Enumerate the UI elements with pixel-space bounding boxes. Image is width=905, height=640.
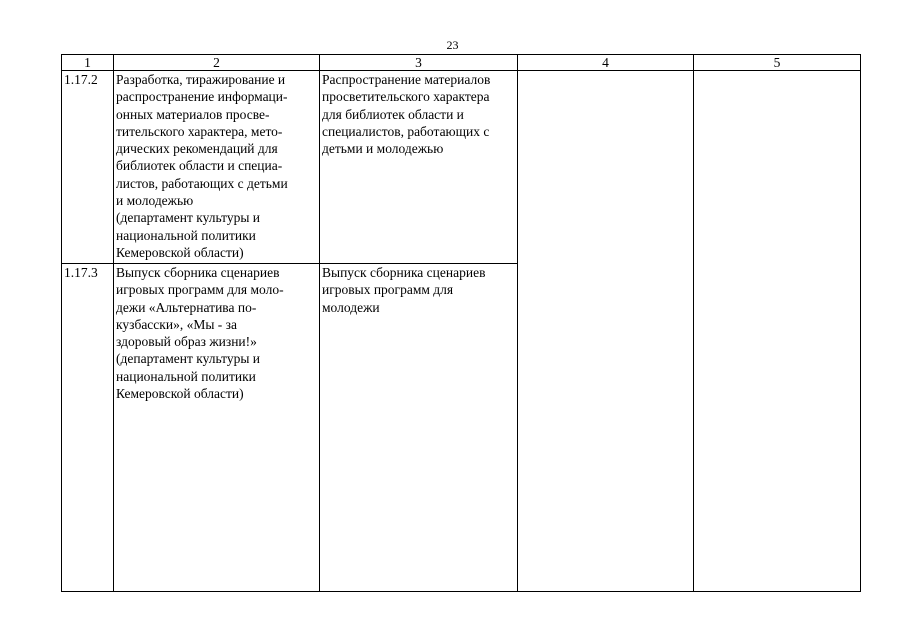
activity-line: Кемеровской области) xyxy=(116,386,244,402)
result-line: игровых программ для xyxy=(322,282,454,298)
activity-line: онных материалов просве- xyxy=(116,106,270,122)
activity-line: национальной политики xyxy=(116,227,256,243)
activity-line: (департамент культуры и xyxy=(116,351,261,367)
item-number: 1.17.2 xyxy=(62,71,114,264)
activity-line: (департамент культуры и xyxy=(116,210,261,226)
activity-line: распространение информаци- xyxy=(116,89,288,105)
activity-line: дических рекомендаций для xyxy=(116,141,278,157)
activity-cell xyxy=(114,71,320,264)
activity-line: дежи «Альтернатива по- xyxy=(116,299,257,315)
activity-line: Кемеровской области) xyxy=(116,244,244,260)
result-line: специалистов, работающих с xyxy=(322,123,490,139)
activity-line: тительского характера, мето- xyxy=(116,123,283,139)
result-cell xyxy=(320,71,518,264)
column-5-cell xyxy=(694,71,861,592)
activity-line: листов, работающих с детьми xyxy=(116,175,288,191)
result-line: Выпуск сборника сценариев xyxy=(322,265,486,280)
item-number: 1.17.3 xyxy=(62,264,114,592)
result-line: молодежи xyxy=(322,299,380,315)
activity-line: библиотек области и специа- xyxy=(116,158,283,174)
page-number: 23 xyxy=(446,38,459,52)
column-header-2: 2 xyxy=(114,55,320,71)
column-header-3: 3 xyxy=(320,55,518,71)
program-table xyxy=(61,54,861,592)
table-row xyxy=(62,71,861,264)
column-4-cell xyxy=(518,71,694,592)
activity-line: Выпуск сборника сценариев xyxy=(116,265,280,280)
activity-line: кузбасски», «Мы - за xyxy=(116,316,237,332)
column-header-5: 5 xyxy=(694,55,861,71)
activity-cell xyxy=(114,264,320,592)
column-header-1: 1 xyxy=(62,55,114,71)
activity-line: и молодежью xyxy=(116,193,194,209)
column-header-4: 4 xyxy=(518,55,694,71)
activity-line: национальной политики xyxy=(116,368,256,384)
result-line: для библиотек области и xyxy=(322,106,464,122)
activity-line: Разработка, тиражирование и xyxy=(116,72,286,87)
result-line: Распространение материалов xyxy=(322,72,491,87)
result-cell xyxy=(320,264,518,592)
activity-line: здоровый образ жизни!» xyxy=(116,334,257,350)
table-header-row xyxy=(62,55,861,71)
activity-line: игровых программ для моло- xyxy=(116,282,284,298)
result-line: детьми и молодежью xyxy=(322,141,444,157)
result-line: просветительского характера xyxy=(322,89,490,105)
